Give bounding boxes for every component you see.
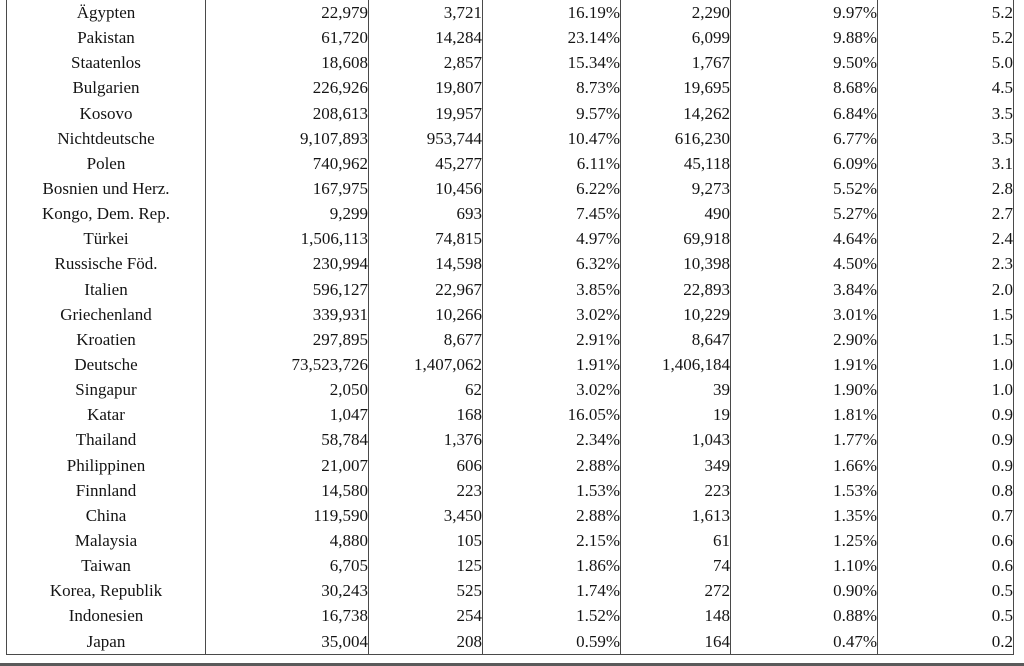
cell-value: 616,230 [621, 126, 731, 151]
cell-value: 14,284 [369, 25, 483, 50]
cell-value: 1,406,184 [621, 352, 731, 377]
cell-value: 2,290 [621, 0, 731, 25]
cell-value: 61 [621, 528, 731, 553]
cell-value: 2.90% [731, 327, 878, 352]
cell-value: 0.9 [991, 455, 1013, 475]
cell-value: 14,262 [621, 101, 731, 126]
cell-value: 6.11% [483, 151, 621, 176]
cell-value: 16,738 [206, 603, 369, 628]
cell-value: 22,979 [206, 0, 369, 25]
cell-country-name: Kosovo [7, 101, 206, 126]
cell-value: 4.50% [731, 251, 878, 276]
cell-value: 230,994 [206, 251, 369, 276]
cell-country-name: Griechenland [7, 302, 206, 327]
cell-value: 339,931 [206, 302, 369, 327]
cell-value: 148 [621, 603, 731, 628]
cell-value: 61,720 [206, 25, 369, 50]
cell-value: 0.7 [991, 505, 1013, 525]
cell-value: 1.52% [483, 603, 621, 628]
cell-value: 1.86% [483, 553, 621, 578]
cell-country-name: Philippinen [7, 453, 206, 478]
cell-value: 18,608 [206, 50, 369, 75]
cell-value: 693 [369, 201, 483, 226]
table-row [7, 578, 1014, 603]
cell-value: 208,613 [206, 101, 369, 126]
cell-country-name: Katar [7, 402, 206, 427]
cell-value: 22,967 [369, 277, 483, 302]
cell-value: 0.6 [991, 531, 1013, 551]
cell-value: 1.0 [991, 380, 1013, 400]
cell-value: 3.02% [483, 302, 621, 327]
cell-value: 5.52% [731, 176, 878, 201]
cell-value: 16.19% [483, 0, 621, 25]
table-row [7, 226, 1014, 251]
table-row [7, 277, 1014, 302]
cell-value: 45,277 [369, 151, 483, 176]
cell-value: 1.91% [731, 352, 878, 377]
cell-value: 7.45% [483, 201, 621, 226]
cell-value: 1.5 [991, 304, 1013, 324]
table-row [7, 302, 1014, 327]
cell-country-name: Singapur [7, 377, 206, 402]
cell-value: 164 [621, 629, 731, 655]
cell-value: 6.32% [483, 251, 621, 276]
cell-value: 254 [369, 603, 483, 628]
cell-value: 9.50% [731, 50, 878, 75]
cell-value: 490 [621, 201, 731, 226]
cell-country-name: Nichtdeutsche [7, 126, 206, 151]
cell-value: 10.47% [483, 126, 621, 151]
cell-value: 19 [621, 402, 731, 427]
table-row [7, 629, 1014, 655]
table-row [7, 101, 1014, 126]
table-row [7, 75, 1014, 100]
cell-country-name: Malaysia [7, 528, 206, 553]
table-row [7, 427, 1014, 452]
cell-value: 2.8 [991, 179, 1013, 199]
cell-value: 3.5 [991, 128, 1013, 148]
table-row [7, 453, 1014, 478]
cell-value: 2,050 [206, 377, 369, 402]
cell-country-name: Staatenlos [7, 50, 206, 75]
table-row [7, 352, 1014, 377]
cell-value: 119,590 [206, 503, 369, 528]
table-row [7, 126, 1014, 151]
cell-value: 1,407,062 [369, 352, 483, 377]
cell-value: 23.14% [483, 25, 621, 50]
cell-value: 4.5 [991, 78, 1013, 98]
cell-value: 1,613 [621, 503, 731, 528]
cell-value: 21,007 [206, 453, 369, 478]
cell-value: 5.2 [991, 28, 1013, 48]
cell-country-name: Pakistan [7, 25, 206, 50]
cell-value: 0.5 [991, 581, 1013, 601]
cell-value: 2.7 [991, 204, 1013, 224]
cell-value: 9.57% [483, 101, 621, 126]
cell-value: 226,926 [206, 75, 369, 100]
cell-value: 6.77% [731, 126, 878, 151]
cell-country-name: Japan [7, 629, 206, 655]
cell-value: 1.91% [483, 352, 621, 377]
cell-value: 45,118 [621, 151, 731, 176]
cell-value: 4,880 [206, 528, 369, 553]
cell-country-name: Italien [7, 277, 206, 302]
cell-value: 2,857 [369, 50, 483, 75]
cell-value: 1.74% [483, 578, 621, 603]
cell-value: 125 [369, 553, 483, 578]
cell-value: 5.0 [991, 53, 1013, 73]
cell-value: 0.59% [483, 629, 621, 655]
cell-value: 223 [621, 478, 731, 503]
cell-value: 74 [621, 553, 731, 578]
table-row [7, 151, 1014, 176]
cell-value: 9.97% [731, 0, 878, 25]
cell-value: 953,744 [369, 126, 483, 151]
table-row [7, 478, 1014, 503]
cell-value: 1.77% [731, 427, 878, 452]
table-row [7, 528, 1014, 553]
table-body [7, 0, 1014, 655]
cell-value: 208 [369, 629, 483, 655]
statistics-table [6, 0, 1014, 655]
cell-value: 223 [369, 478, 483, 503]
cell-value: 0.9 [991, 430, 1013, 450]
cell-country-name: Taiwan [7, 553, 206, 578]
cell-value: 4.64% [731, 226, 878, 251]
cell-value: 8.68% [731, 75, 878, 100]
cell-value: 1,043 [621, 427, 731, 452]
cell-value: 3,450 [369, 503, 483, 528]
cell-value: 1.10% [731, 553, 878, 578]
cell-value: 0.88% [731, 603, 878, 628]
cell-value: 3.01% [731, 302, 878, 327]
cell-value: 1,376 [369, 427, 483, 452]
cell-value: 5.2 [991, 3, 1013, 23]
cell-value: 9.88% [731, 25, 878, 50]
cell-value: 2.34% [483, 427, 621, 452]
cell-country-name: Deutsche [7, 352, 206, 377]
cell-country-name: Korea, Republik [7, 578, 206, 603]
cell-value: 0.9 [991, 405, 1013, 425]
cell-country-name: Russische Föd. [7, 251, 206, 276]
cell-value: 58,784 [206, 427, 369, 452]
cell-value: 0.8 [991, 480, 1013, 500]
cell-value: 2.91% [483, 327, 621, 352]
cell-value: 105 [369, 528, 483, 553]
cell-value: 2.0 [991, 279, 1013, 299]
cell-value: 3.1 [991, 153, 1013, 173]
cell-value: 349 [621, 453, 731, 478]
cell-country-name: Türkei [7, 226, 206, 251]
cell-value: 0.90% [731, 578, 878, 603]
cell-country-name: China [7, 503, 206, 528]
cell-value: 3.85% [483, 277, 621, 302]
cell-value: 73,523,726 [206, 352, 369, 377]
cell-value: 1.5 [991, 329, 1013, 349]
cell-value: 2.4 [991, 229, 1013, 249]
cell-value: 1,767 [621, 50, 731, 75]
table-row [7, 603, 1014, 628]
cell-value: 1.53% [731, 478, 878, 503]
table-row [7, 503, 1014, 528]
table-row [7, 377, 1014, 402]
cell-value: 1.81% [731, 402, 878, 427]
cell-value: 0.5 [991, 606, 1013, 626]
cell-value: 2.3 [991, 254, 1013, 274]
cell-value: 9,107,893 [206, 126, 369, 151]
cell-country-name: Indonesien [7, 603, 206, 628]
cell-value: 69,918 [621, 226, 731, 251]
cell-value: 1.35% [731, 503, 878, 528]
cell-value: 167,975 [206, 176, 369, 201]
cell-value: 525 [369, 578, 483, 603]
cell-value: 19,695 [621, 75, 731, 100]
cell-value: 168 [369, 402, 483, 427]
cell-value: 19,957 [369, 101, 483, 126]
cell-country-name: Kongo, Dem. Rep. [7, 201, 206, 226]
cell-value: 9,273 [621, 176, 731, 201]
cell-value: 2.88% [483, 503, 621, 528]
cell-country-name: Bosnien und Herz. [7, 176, 206, 201]
table-row [7, 553, 1014, 578]
cell-value: 15.34% [483, 50, 621, 75]
cell-value: 30,243 [206, 578, 369, 603]
cell-country-name: Ägypten [7, 0, 206, 25]
cell-value: 596,127 [206, 277, 369, 302]
cell-value: 14,598 [369, 251, 483, 276]
cell-value: 6.84% [731, 101, 878, 126]
cell-value: 6,705 [206, 553, 369, 578]
cell-value: 606 [369, 453, 483, 478]
table-row [7, 0, 1014, 25]
cell-value: 10,456 [369, 176, 483, 201]
cell-country-name: Polen [7, 151, 206, 176]
cell-value: 740,962 [206, 151, 369, 176]
cell-country-name: Thailand [7, 427, 206, 452]
cell-value: 10,266 [369, 302, 483, 327]
cell-value: 16.05% [483, 402, 621, 427]
cell-value: 14,580 [206, 478, 369, 503]
cell-value: 74,815 [369, 226, 483, 251]
cell-value: 1.0 [991, 355, 1013, 375]
cell-value: 35,004 [206, 629, 369, 655]
cell-value: 1,047 [206, 402, 369, 427]
cell-value: 6,099 [621, 25, 731, 50]
cell-value: 10,229 [621, 302, 731, 327]
cell-value: 62 [369, 377, 483, 402]
cell-value: 1.90% [731, 377, 878, 402]
cell-value: 2.88% [483, 453, 621, 478]
table-row [7, 201, 1014, 226]
cell-value: 22,893 [621, 277, 731, 302]
table-row [7, 402, 1014, 427]
table-row [7, 327, 1014, 352]
cell-value: 0.47% [731, 629, 878, 655]
cell-value: 1.25% [731, 528, 878, 553]
cell-value: 1,506,113 [206, 226, 369, 251]
cell-value: 19,807 [369, 75, 483, 100]
cell-value: 272 [621, 578, 731, 603]
cell-value: 3.02% [483, 377, 621, 402]
cell-value: 10,398 [621, 251, 731, 276]
cell-value: 1.53% [483, 478, 621, 503]
table-row [7, 25, 1014, 50]
cell-value: 297,895 [206, 327, 369, 352]
cell-value: 1.66% [731, 453, 878, 478]
cell-country-name: Finnland [7, 478, 206, 503]
cell-value: 8.73% [483, 75, 621, 100]
cell-value: 3.5 [991, 103, 1013, 123]
cell-value: 5.27% [731, 201, 878, 226]
cell-value: 3.84% [731, 277, 878, 302]
cell-value: 6.22% [483, 176, 621, 201]
table-row [7, 251, 1014, 276]
cell-value: 0.2 [991, 631, 1013, 651]
cell-value: 6.09% [731, 151, 878, 176]
cell-value: 9,299 [206, 201, 369, 226]
cell-value: 8,647 [621, 327, 731, 352]
cell-country-name: Kroatien [7, 327, 206, 352]
cell-value: 0.6 [991, 556, 1013, 576]
cell-value: 4.97% [483, 226, 621, 251]
table-row [7, 50, 1014, 75]
cell-country-name: Bulgarien [7, 75, 206, 100]
cell-value: 8,677 [369, 327, 483, 352]
cell-value: 3,721 [369, 0, 483, 25]
cell-value: 2.15% [483, 528, 621, 553]
table-row [7, 176, 1014, 201]
cell-value: 39 [621, 377, 731, 402]
